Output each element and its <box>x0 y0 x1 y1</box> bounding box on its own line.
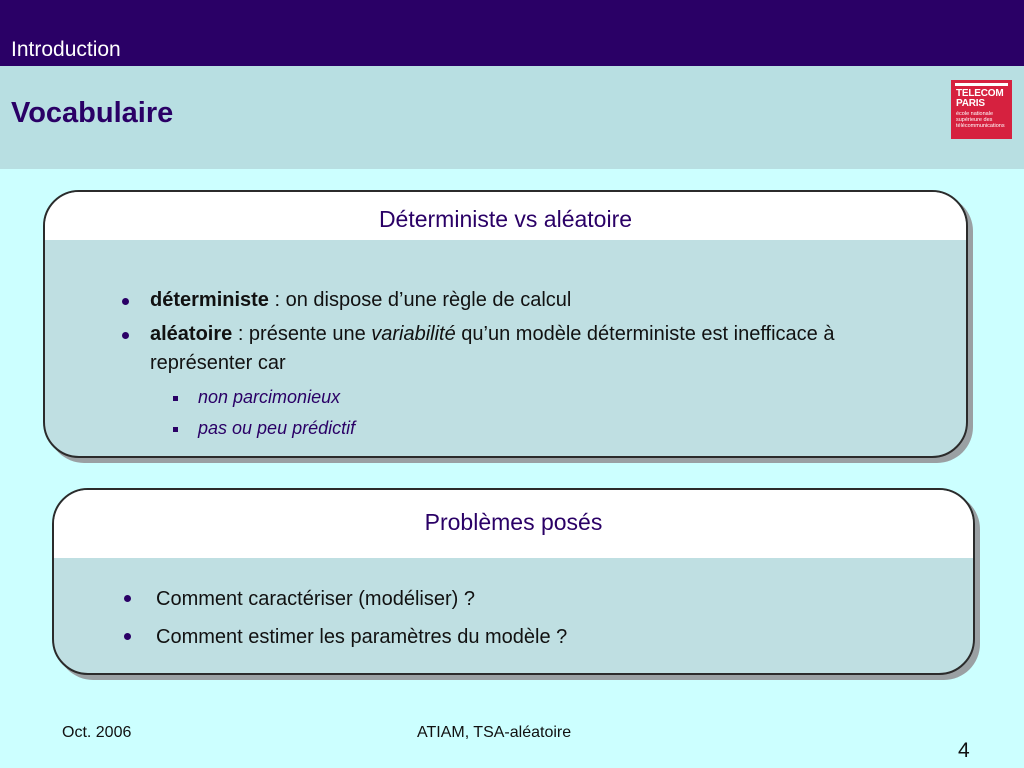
bullet-icon <box>124 595 131 602</box>
footer-date: Oct. 2006 <box>62 724 132 741</box>
box1-title: Déterministe vs aléatoire <box>378 206 633 232</box>
box1-list <box>118 286 918 444</box>
subitem-text: non parcimonieux <box>198 387 341 407</box>
square-bullet-icon <box>173 427 178 432</box>
list-item <box>120 580 920 618</box>
page-number: 4 <box>958 739 970 762</box>
sub-list-item <box>162 382 918 413</box>
box2-list <box>120 580 920 656</box>
bullet-icon <box>122 298 129 305</box>
footer-course: ATIAM, TSA-aléatoire <box>417 724 572 741</box>
logo-line2: PARIS <box>956 98 985 109</box>
list-item <box>118 320 918 378</box>
section-title: Introduction <box>11 38 121 61</box>
box2-header <box>54 490 973 558</box>
subitem-text: pas ou peu prédictif <box>198 418 356 438</box>
list-item <box>120 618 920 656</box>
square-bullet-icon <box>173 396 178 401</box>
bullet-icon <box>124 633 131 640</box>
item-text: Comment caractériser (modéliser) ? <box>156 588 475 610</box>
telecom-paris-logo <box>951 80 1012 139</box>
logo-tagline-2: supérieure des <box>956 117 993 123</box>
bullet-icon <box>122 332 129 339</box>
definition-random-part1: : présente une <box>232 323 372 345</box>
sub-list-item <box>162 413 918 444</box>
definition-random-part2: qu’un modèle déterministe est inefficace à représenter car <box>150 323 835 374</box>
list-item <box>118 286 918 315</box>
logo-tagline-3: télécommunications <box>956 123 1005 129</box>
item-text: Comment estimer les paramètres du modèle ? <box>156 626 568 648</box>
definition-random-emphasis: variabilité <box>371 323 456 345</box>
title-bar <box>0 66 1024 169</box>
logo-tagline-1: école nationale <box>956 111 994 117</box>
box1-header <box>45 192 966 240</box>
slide-title: Vocabulaire <box>11 97 174 129</box>
header-bar <box>0 0 1024 66</box>
definition-deterministic: : on dispose d’une règle de calcul <box>268 289 572 311</box>
logo-stripe <box>955 83 1008 86</box>
box2-title: Problèmes posés <box>424 509 603 535</box>
term-deterministic: déterministe <box>150 289 269 311</box>
logo-tagline <box>956 111 1012 129</box>
logo-line1: TELECOM <box>956 88 1004 99</box>
term-random: aléatoire <box>150 323 233 345</box>
